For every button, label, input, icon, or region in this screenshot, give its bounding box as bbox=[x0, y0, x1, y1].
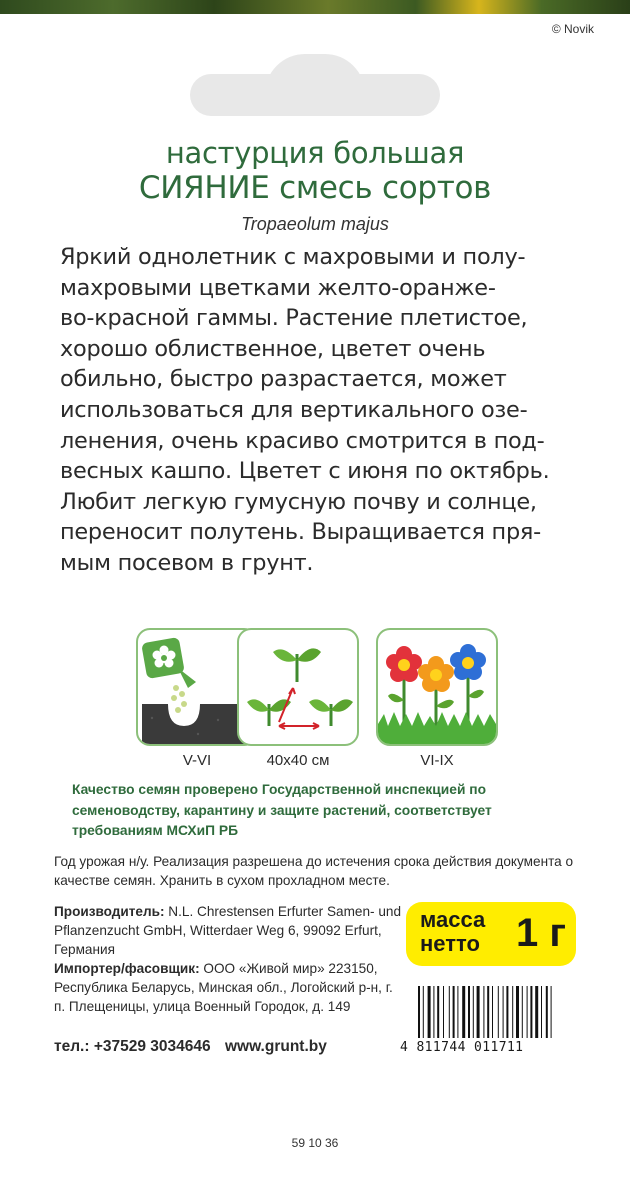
copyright-text: © Novik bbox=[551, 22, 594, 36]
quality-statement: Качество семян проверено Государственной инспекцией по семеноводству, карантину и защите растений, соответствует требованиям МСХиП РБ bbox=[72, 782, 492, 838]
barcode-icon bbox=[418, 986, 576, 1038]
seedling-spacing-icon bbox=[239, 630, 357, 744]
net-weight-badge bbox=[406, 902, 576, 966]
producer-label: Производитель: bbox=[54, 904, 165, 919]
importer-label: Импортер/фасовщик: bbox=[54, 961, 200, 976]
flowering-icon bbox=[378, 630, 496, 744]
product-photo-strip bbox=[0, 0, 630, 14]
phone-number: тел.: +37529 3034646 bbox=[54, 1038, 211, 1055]
storage-notice: Год урожая н/у. Реализация разрешена до истечения срока действия документа о качестве семян. Хранить в сухом прохладном месте. bbox=[54, 854, 574, 888]
product-description bbox=[60, 242, 574, 579]
plant-spacing-card bbox=[237, 628, 359, 746]
description-line: хорошо облиственное, цветет очень bbox=[60, 335, 486, 362]
product-title-species: настурция большая bbox=[165, 136, 465, 170]
description-line: махровыми цветками желто-оранже- bbox=[60, 274, 496, 301]
net-weight-label: масса нетто bbox=[420, 907, 486, 956]
description-line: во-красной гаммы. Растение плетистое, bbox=[60, 305, 528, 332]
hang-hole-cutout bbox=[190, 54, 440, 116]
plant-spacing-caption: 40x40 см bbox=[266, 752, 330, 769]
description-line: весных кашпо. Цветет с июня по октябрь. bbox=[60, 458, 550, 485]
producer-details: N.L. Chrestensen Erfurter Samen- und Pflanzenzucht GmbH, Witterdaer Weg 6, 99092 Erfurt, Германия bbox=[54, 904, 402, 957]
description-line: Яркий однолетник с махровыми и полу- bbox=[60, 244, 526, 270]
description-line: использоваться для вертикального озе- bbox=[60, 396, 528, 423]
description-line: Любит легкую гумусную почву и солнце, bbox=[60, 488, 537, 515]
producer-info bbox=[54, 902, 404, 1016]
description-line: ленения, очень красиво смотрится в под- bbox=[60, 427, 545, 454]
description-line: обильно, быстро разрастается, может bbox=[60, 366, 507, 393]
product-title-variety: СИЯНИЕ смесь сортов bbox=[138, 170, 492, 206]
contacts bbox=[54, 1038, 337, 1056]
flowering-time-caption: VI-IX bbox=[420, 752, 454, 769]
website-link[interactable]: www.grunt.by bbox=[224, 1038, 327, 1055]
importer-details: ООО «Живой мир» 223150, Республика Беларусь, Минская обл., Логойский р-н, г. п. Плещеницы, улица Военный Городок, д. 149 bbox=[54, 961, 393, 1014]
seedling-icon bbox=[273, 648, 321, 682]
description-line: переносит полутень. Выращивается пря- bbox=[60, 519, 541, 546]
barcode-number: 4 811744 011711 bbox=[400, 1040, 524, 1055]
description-line: мым посевом в грунт. bbox=[60, 549, 314, 576]
footer-code: 59 10 36 bbox=[291, 1136, 339, 1150]
flowering-time-card bbox=[376, 628, 498, 746]
sowing-time-caption: V-VI bbox=[182, 752, 212, 769]
latin-name: Tropaeolum majus bbox=[241, 214, 389, 234]
net-weight-value: 1 г bbox=[516, 911, 567, 955]
